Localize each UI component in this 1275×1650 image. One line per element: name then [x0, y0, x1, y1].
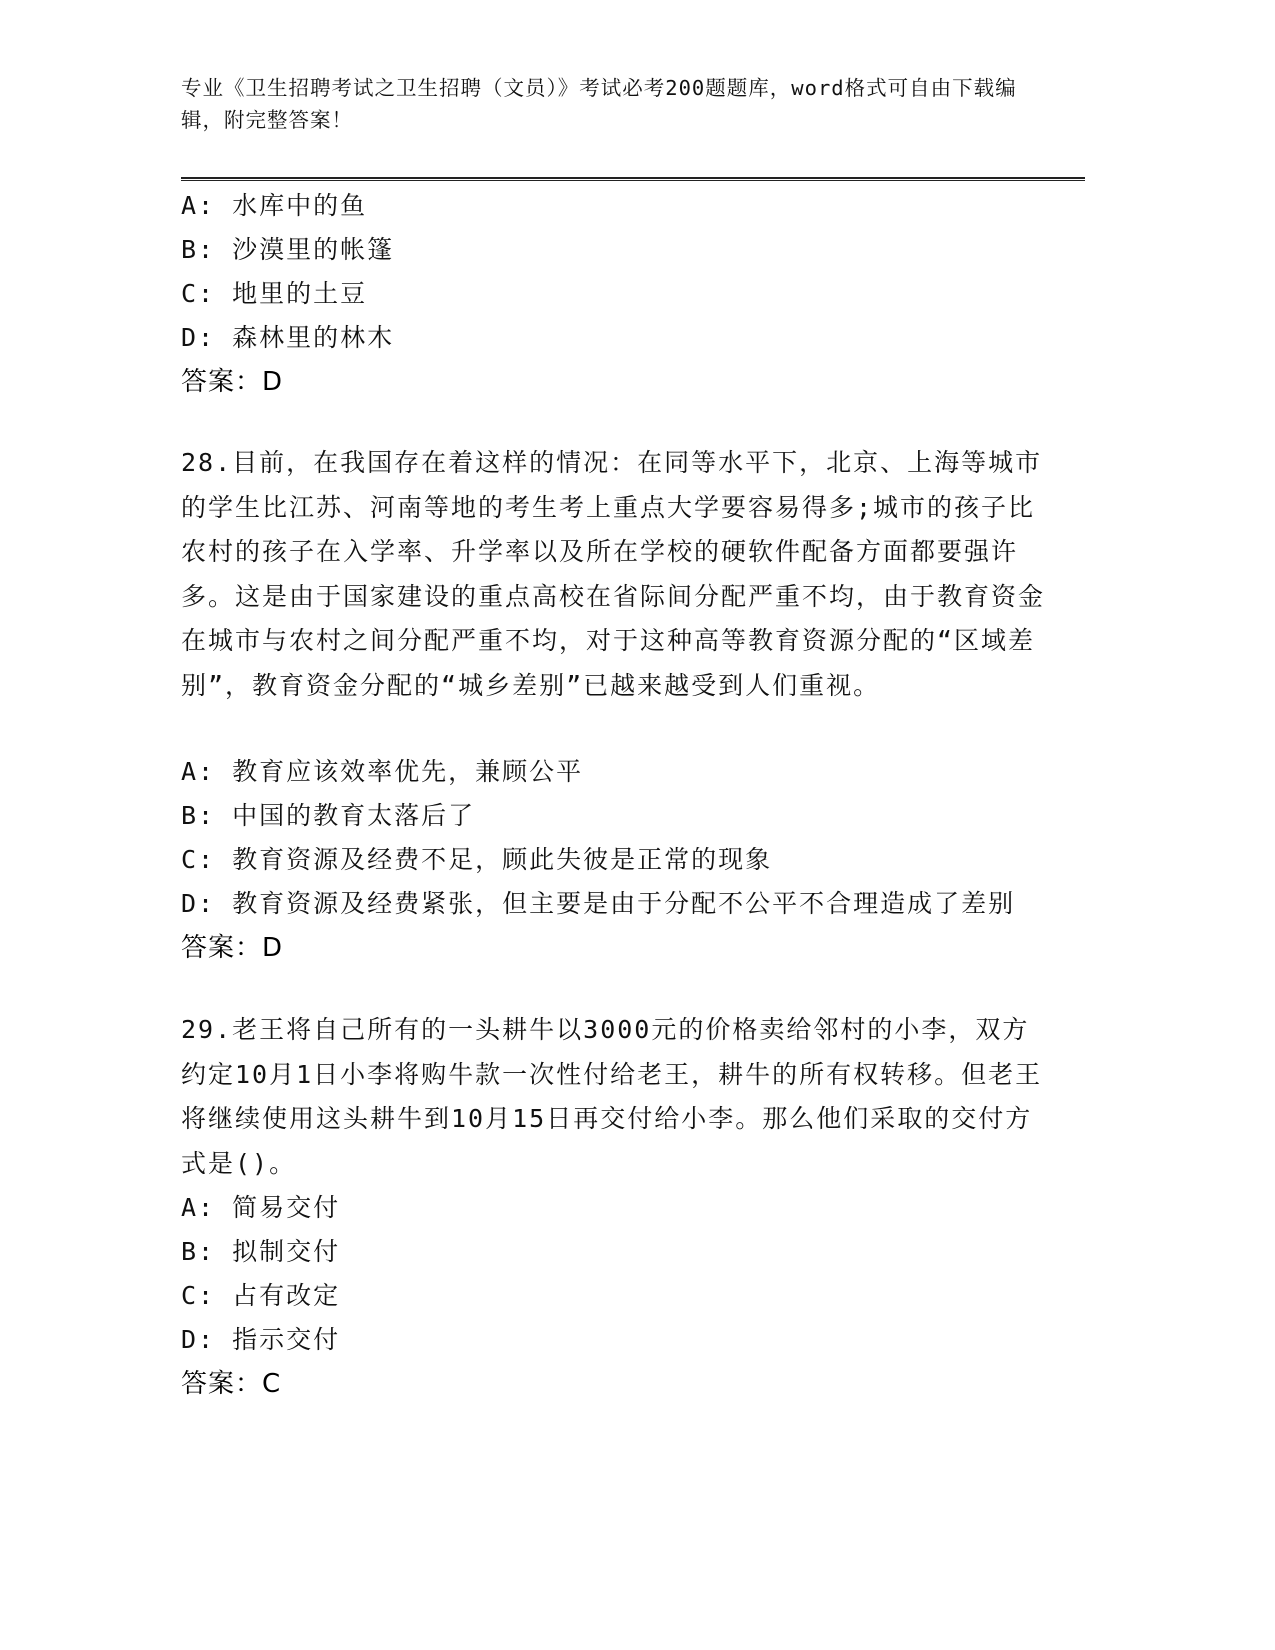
header-divider	[181, 177, 1085, 181]
q27-option-b: B: 沙漠里的帐篷	[181, 235, 395, 264]
q28-option-d: D: 教育资源及经费紧张，但主要是由于分配不公平不合理造成了差别	[181, 889, 1016, 918]
q29-option-b: B: 拟制交付	[181, 1237, 341, 1266]
q27-option-d: D: 森林里的林木	[181, 323, 395, 352]
q27-answer: 答案：D	[181, 367, 284, 397]
q29-option-d: D: 指示交付	[181, 1325, 341, 1354]
q28-answer: 答案：D	[181, 933, 284, 963]
q29-stem: 29.老王将自己所有的一头耕牛以3000元的价格卖给邻村的小李，双方约定10月1日小李将购牛款一次性付给老王，耕牛的所有权转移。但老王将继续使用这头耕牛到10月15日再交付给小李。那么他们采取的交付方式是()。	[181, 1015, 1043, 1178]
q28-option-a: A: 教育应该效率优先，兼顾公平	[181, 757, 584, 786]
document-header: 专业《卫生招聘考试之卫生招聘（文员）》考试必考200题题库，word格式可自由下载编辑，附完整答案！	[181, 76, 1017, 132]
q28-stem: 28.目前，在我国存在着这样的情况：在同等水平下，北京、上海等城市的学生比江苏、河南等地的考生考上重点大学要容易得多;城市的孩子比农村的孩子在入学率、升学率以及所在学校的硬软件配备方面都要强许多。这是由于国家建设的重点高校在省际间分配严重不均，由于教育资金在城市与农村之间分配严重不均，对于这种高等教育资源分配的“区域差别”，教育资金分配的“城乡差别”已越来越受到人们重视。	[181, 448, 1046, 700]
q28-option-b: B: 中国的教育太落后了	[181, 801, 476, 830]
q29-answer: 答案：C	[181, 1369, 282, 1399]
q27-option-a: A: 水库中的鱼	[181, 191, 368, 220]
q29-option-c: C: 占有改定	[181, 1281, 341, 1310]
q27-option-c: C: 地里的土豆	[181, 279, 368, 308]
q28-option-c: C: 教育资源及经费不足，顾此失彼是正常的现象	[181, 845, 773, 874]
q29-option-a: A: 简易交付	[181, 1193, 341, 1222]
